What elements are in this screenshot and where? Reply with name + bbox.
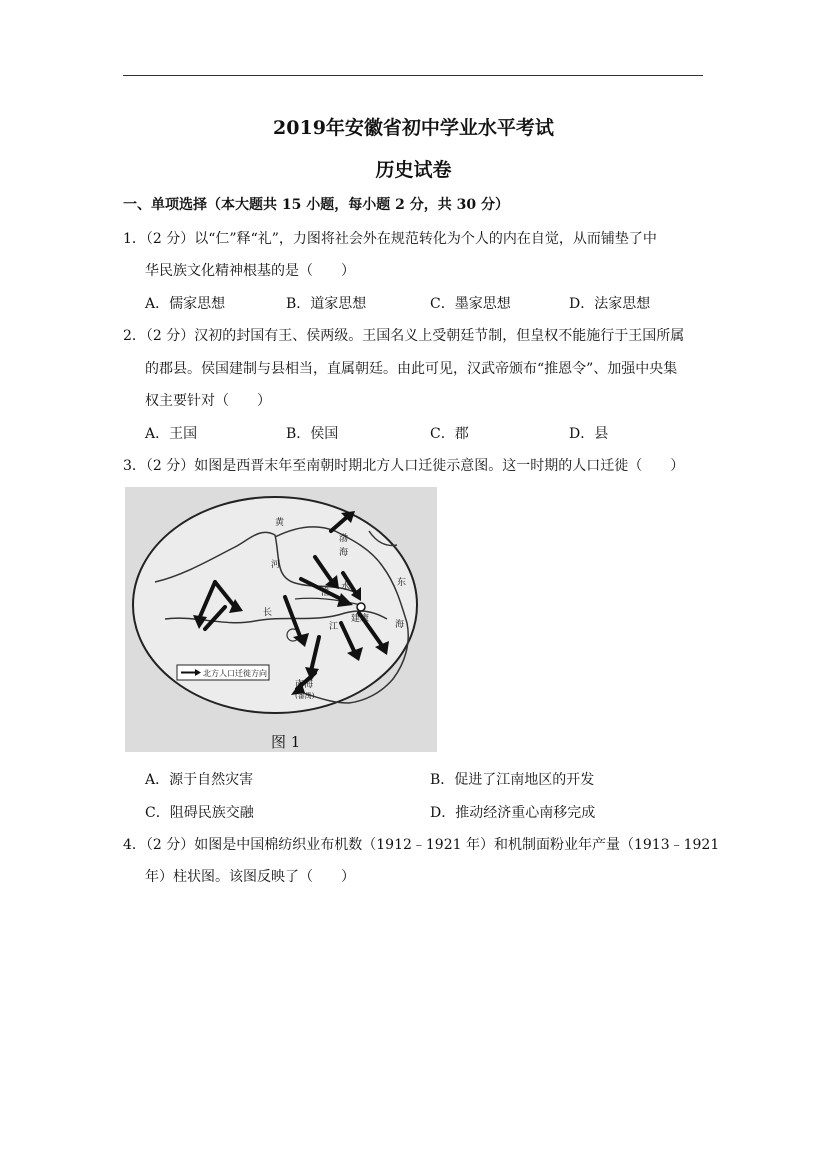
question-2-option-c: C．郡 — [430, 426, 469, 442]
question-2-line-2: 的郡县。侯国建制与县相当，直属朝廷。由此可见，汉武帝颁布“推恩令”、加强中央集 — [145, 361, 678, 377]
question-1-line-1: 1．（2 分）以“仁”释“礼”，力图将社会外在规范转化为个人的内在自觉，从而铺垫了中 — [123, 231, 657, 247]
label-nanhai-sub: (番禺) — [295, 692, 315, 700]
exam-title: 2019年安徽省初中学业水平考试 — [273, 117, 554, 139]
jiankang-marker — [357, 603, 365, 611]
label-hai: 海 — [339, 548, 349, 558]
question-3-option-d: D．推动经济重心南移完成 — [430, 805, 596, 821]
figure-caption: 图 1 — [271, 733, 301, 751]
question-1-option-d: D．法家思想 — [569, 296, 651, 312]
question-4-line-2: 年）柱状图。该图反映了（ ） — [145, 869, 355, 885]
question-1-option-b: B．道家思想 — [286, 296, 367, 312]
question-3-option-b: B．促进了江南地区的开发 — [430, 772, 595, 788]
label-bo: 渤 — [339, 534, 349, 544]
header-rule — [123, 75, 703, 76]
label-nanhai: 南海 — [295, 680, 314, 690]
question-2-line-1: 2．（2 分）汉初的封国有王、侯两级。王国名义上受朝廷节制，但皇权不能施行于王国所属 — [123, 328, 685, 344]
question-2-option-b: B．侯国 — [286, 426, 339, 442]
label-he: 河 — [271, 560, 281, 570]
question-1-option-a: A．儒家思想 — [145, 296, 226, 312]
question-2-option-a: A．王国 — [145, 426, 198, 442]
label-dong: 东 — [397, 578, 407, 588]
question-1-line-2: 华民族文化精神根基的是（ ） — [145, 263, 355, 279]
label-huang: 黄 — [275, 518, 285, 528]
question-4-line-1: 4．（2 分）如图是中国棉纺织业布机数（1912﹣1921 年）和机制面粉业年产量（1913﹣1921 — [123, 837, 720, 853]
map-frame — [133, 497, 417, 713]
label-jiankang: 建康 — [351, 614, 370, 624]
question-3-option-c: C．阻碍民族交融 — [145, 805, 254, 821]
exam-subtitle: 历史试卷 — [375, 159, 452, 181]
question-2-line-3: 权主要针对（ ） — [145, 393, 271, 409]
label-huai: 淮 — [321, 588, 331, 598]
question-1-option-c: C．墨家思想 — [430, 296, 511, 312]
migration-map-figure — [125, 487, 437, 752]
question-3-line-1: 3．（2 分）如图是西晋末年至南朝时期北方人口迁徙示意图。这一时期的人口迁徙（ ） — [123, 458, 685, 474]
label-chang: 长 — [263, 608, 273, 618]
label-dong-hai: 海 — [395, 620, 405, 630]
question-3-option-a: A．源于自然灾害 — [145, 772, 254, 788]
legend-text: 北方人口迁徙方向 — [203, 669, 267, 678]
label-shui: 水 — [341, 582, 351, 592]
label-jiang: 江 — [329, 622, 339, 632]
question-2-option-d: D．县 — [569, 426, 609, 442]
section-heading: 一、单项选择（本大题共 15 小题，每小题 2 分，共 30 分） — [123, 197, 509, 213]
